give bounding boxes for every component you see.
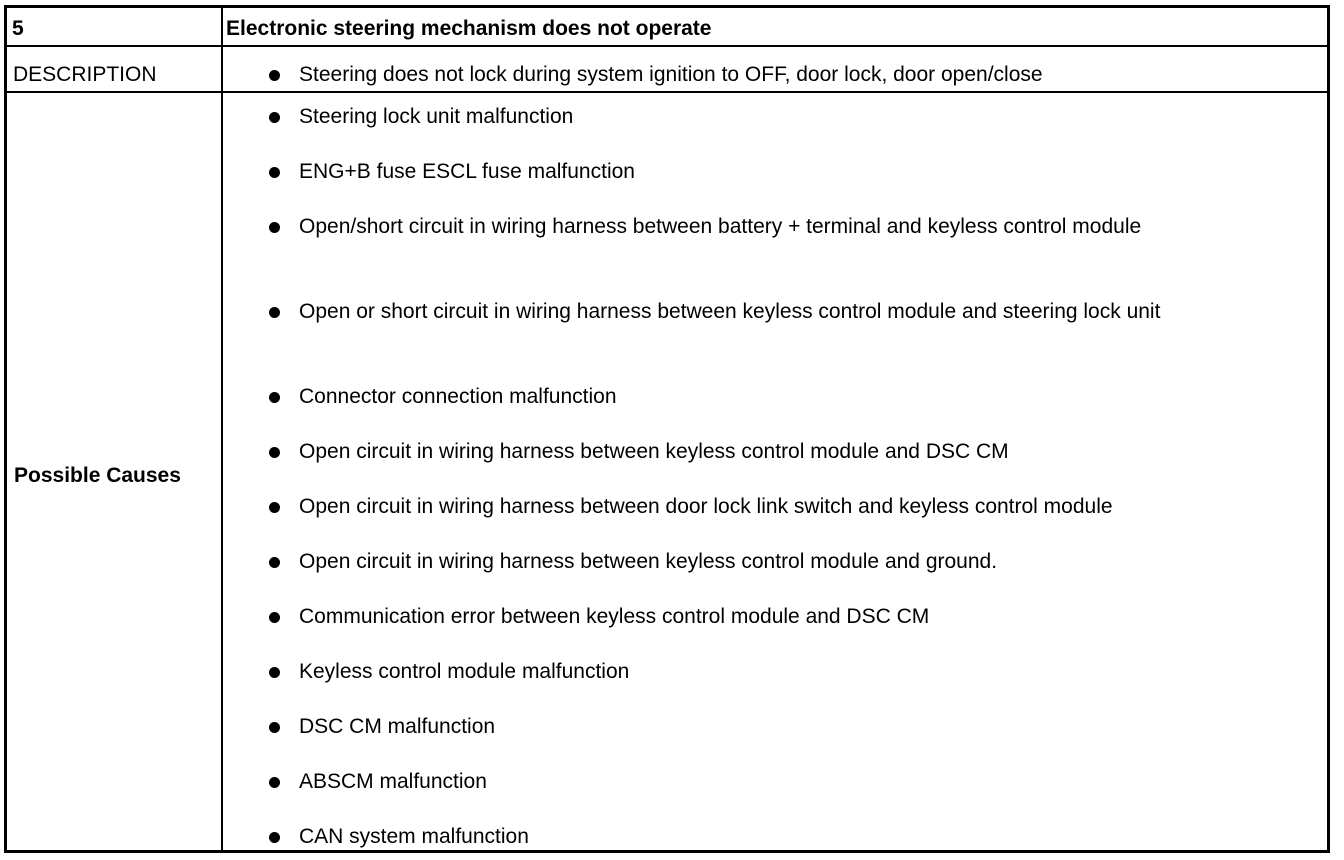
cause-text: Connector connection malfunction — [299, 385, 617, 408]
bullet-icon — [269, 777, 280, 788]
bullet-icon — [269, 447, 280, 458]
bullet-icon — [269, 502, 280, 513]
symptom-number: 5 — [12, 17, 24, 40]
cause-item — [263, 550, 1303, 577]
bullet-icon — [269, 307, 280, 318]
bullet-icon — [269, 832, 280, 843]
cause-item — [263, 385, 1303, 412]
bullet-icon — [269, 722, 280, 733]
cause-item — [263, 715, 1303, 742]
cause-item — [263, 105, 1303, 132]
cause-item — [263, 440, 1303, 467]
bullet-icon — [269, 167, 280, 178]
cause-item — [263, 300, 1303, 327]
row-divider-description — [7, 91, 1327, 93]
description-label: DESCRIPTION — [13, 63, 157, 86]
cause-text: Communication error between keyless control module and DSC CM — [299, 605, 930, 628]
bullet-icon — [269, 557, 280, 568]
cause-text: Open or short circuit in wiring harness between keyless control module and steering lock unit — [299, 300, 1161, 323]
cause-text: ABSCM malfunction — [299, 770, 487, 793]
description-text: Steering does not lock during system ignition to OFF, door lock, door open/close — [299, 63, 1043, 86]
cause-text: DSC CM malfunction — [299, 715, 496, 738]
row-divider-header — [7, 45, 1327, 47]
cause-text: Open/short circuit in wiring harness between battery + terminal and keyless control module — [299, 215, 1142, 238]
cause-text: CAN system malfunction — [299, 825, 529, 848]
bullet-icon — [269, 222, 280, 233]
cause-text: ENG+B fuse ESCL fuse malfunction — [299, 160, 635, 183]
cause-item — [263, 825, 1303, 852]
bullet-icon — [269, 70, 280, 81]
bullet-icon — [269, 112, 280, 123]
cause-item — [263, 605, 1303, 632]
cause-text: Open circuit in wiring harness between keyless control module and ground. — [299, 550, 998, 573]
possible-causes-label: Possible Causes — [14, 464, 181, 487]
cause-item — [263, 660, 1303, 687]
cause-item — [263, 215, 1303, 242]
cause-text: Open circuit in wiring harness between door lock link switch and keyless control module — [299, 495, 1113, 518]
cause-item — [263, 770, 1303, 797]
diagnostic-table — [4, 5, 1330, 853]
cause-text: Keyless control module malfunction — [299, 660, 630, 683]
bullet-icon — [269, 392, 280, 403]
description-item — [263, 63, 1303, 90]
bullet-icon — [269, 667, 280, 678]
cause-item — [263, 495, 1303, 522]
symptom-title: Electronic steering mechanism does not operate — [226, 17, 712, 40]
column-divider — [221, 8, 223, 850]
bullet-icon — [269, 612, 280, 623]
cause-text: Steering lock unit malfunction — [299, 105, 574, 128]
cause-text: Open circuit in wiring harness between keyless control module and DSC CM — [299, 440, 1009, 463]
cause-item — [263, 160, 1303, 187]
